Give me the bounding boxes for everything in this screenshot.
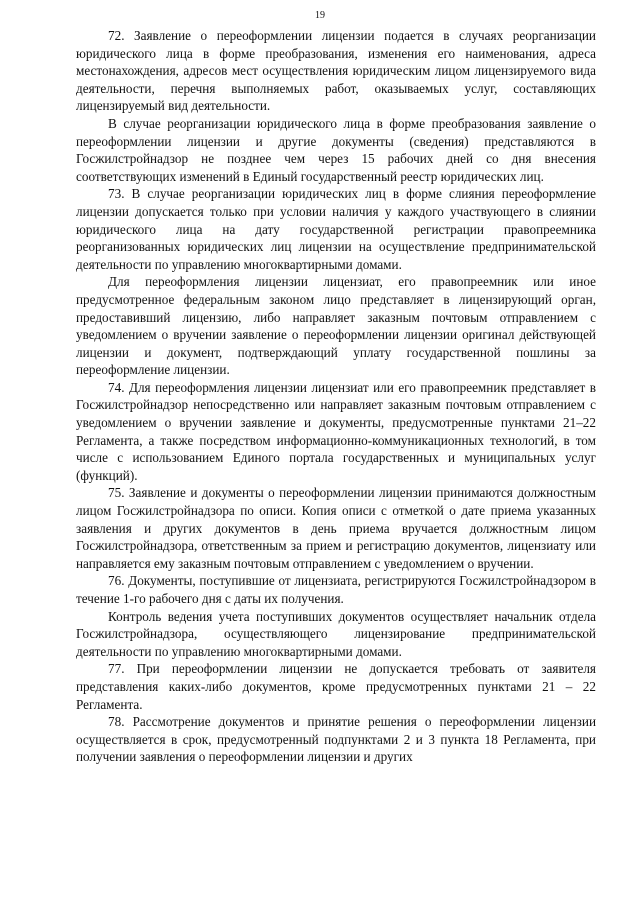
paragraph-78: 78. Рассмотрение документов и принятие решения о переоформлении лицензии осуществляется в срок, предусмотренный подпунктами 2 и 3 пункта 18 Регламента, при получении заявления о переоформлении лицензии и других bbox=[76, 714, 596, 765]
paragraph-77: 77. При переоформлении лицензии не допускается требовать от заявителя представления каких-либо документов, кроме предусмотренных пунктами 21 – 22 Регламента. bbox=[76, 661, 596, 712]
paragraph-72: 72. Заявление о переоформлении лицензии подается в случаях реорганизации юридического лица в форме преобразования, изменения его наименования, адреса местонахождения, адресов мест осуществления юридическим лицом лицензируемого вида деятельности, перечня выполняемых работ, оказываемых услуг, составляющих лицензируемый вид деятельности. bbox=[76, 28, 596, 114]
paragraph-73: 73. В случае реорганизации юридических лиц в форме слияния переоформление лицензии допускается только при условии наличия у каждого участвующего в слиянии юридического лица на дату государственной регистрации правопреемника реорганизованных юридических лиц лицензии на осуществление предпринимательской деятельности по управлению многоквартирными домами. bbox=[76, 186, 596, 272]
paragraph-reissue-documents: Для переоформления лицензии лицензиат, его правопреемник или иное предусмотренное федеральным законом лицо представляет в лицензирующий орган, предоставивший лицензию, либо направляет заказным почтовым отправлением с уведомлением о вручении заявление о переоформлении лицензии оригинал действующей лицензии и документ, подтверждающий уплату государственной пошлины за переоформление лицензии. bbox=[76, 274, 596, 378]
paragraph-75: 75. Заявление и документы о переоформлении лицензии принимаются должностным лицом Госжилстройнадзора по описи. Копия описи с отметкой о дате приема указанных заявления и других документов в день приема вручается должностным лицом Госжилстройнадзора, ответственным за прием и регистрацию документов, лицензиату или направляется ему заказным почтовым отправлением с уведомлением о вручении. bbox=[76, 485, 596, 571]
paragraph-reorganization-transformation: В случае реорганизации юридического лица в форме преобразования заявление о переоформлении лицензии и другие документы (сведения) представляются в Госжилстройнадзор не позднее чем через 15 рабочих дней со дня внесения соответствующих изменений в Единый государственный реестр юридических лиц. bbox=[76, 115, 596, 184]
paragraph-74: 74. Для переоформления лицензии лицензиат или его правопреемник представляет в Госжилстройнадзор непосредственно или направляет заказным почтовым отправлением с уведомлением о вручении заявление и документы, предусмотренные пунктами 21–22 Регламента, а также посредством информационно-коммуникационных технологий, в том числе с использованием Единого портала государственных и муниципальных услуг (функций). bbox=[76, 379, 596, 483]
document-text bbox=[76, 27, 596, 766]
paragraph-control: Контроль ведения учета поступивших документов осуществляет начальник отдела Госжилстройнадзора, осуществляющего лицензирование предпринимательской деятельности по управлению многоквартирными домами. bbox=[76, 608, 596, 659]
paragraph-76: 76. Документы, поступившие от лицензиата, регистрируются Госжилстройнадзором в течение 1-го рабочего дня с даты их получения. bbox=[76, 573, 596, 606]
page-number: 19 bbox=[315, 10, 325, 21]
